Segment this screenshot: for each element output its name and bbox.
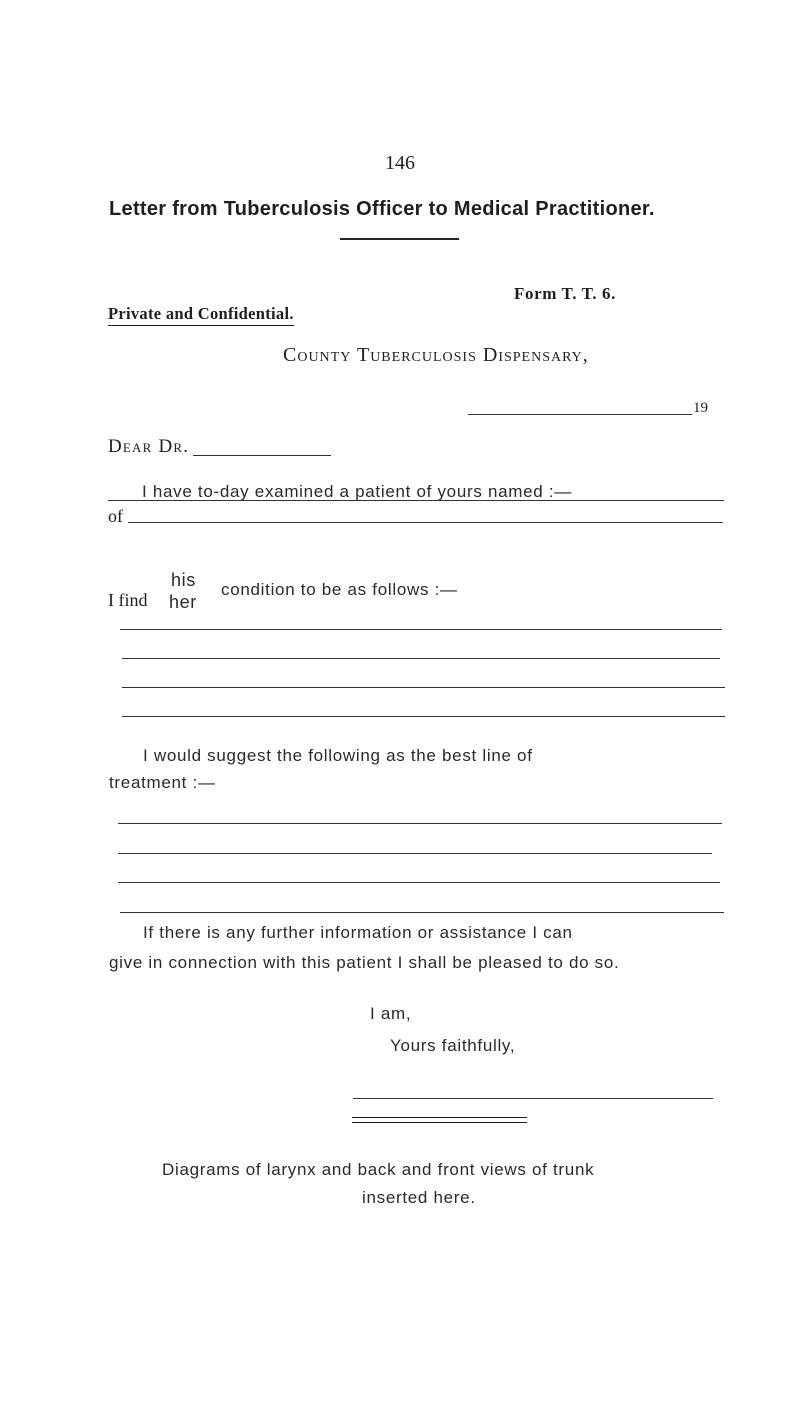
i-find-text: I find	[108, 590, 148, 610]
signature-double-rule-top	[352, 1117, 527, 1118]
condition-line-3	[122, 687, 725, 688]
condition-line-1	[120, 629, 722, 630]
signature-double-rule-bottom	[352, 1122, 527, 1123]
further-info-line1: If there is any further information or assistance I can	[143, 923, 573, 942]
further-info-line2: give in connection with this patient I shall be pleased to do so.	[109, 953, 620, 972]
treatment-line-3	[118, 882, 720, 883]
condition-line-4	[122, 716, 725, 717]
form-code: Form T. T. 6.	[514, 284, 616, 303]
pronoun-his: his	[171, 570, 196, 590]
treatment-line-2	[118, 853, 712, 854]
year-suffix: 19	[693, 400, 708, 416]
closing-yours-faithfully: Yours faithfully,	[390, 1036, 516, 1055]
treatment-line-4	[120, 912, 724, 913]
title-underline-rule	[340, 238, 459, 240]
document-title: Letter from Tuberculosis Officer to Medical Practitioner.	[109, 198, 655, 220]
pronoun-her: her	[169, 592, 197, 612]
condition-line-2	[122, 658, 720, 659]
page-number: 146	[385, 152, 415, 174]
private-confidential-label: Private and Confidential.	[108, 304, 294, 326]
closing-i-am: I am,	[370, 1004, 412, 1023]
salutation: Dear Dr.	[108, 436, 190, 457]
of-label: of	[108, 506, 123, 526]
doctor-name-line	[193, 455, 331, 456]
examined-sentence: I have to-day examined a patient of yours named :—	[142, 482, 573, 501]
suggest-sentence-line1: I would suggest the following as the best line of	[143, 746, 533, 765]
diagrams-note-line2: inserted here.	[362, 1188, 476, 1207]
treatment-line-1	[118, 823, 722, 824]
suggest-sentence-line2: treatment :—	[109, 773, 216, 792]
dispensary-heading: County Tuberculosis Dispensary,	[283, 344, 589, 366]
date-line	[468, 414, 692, 415]
diagrams-note-line1: Diagrams of larynx and back and front views of trunk	[162, 1160, 595, 1179]
patient-name-line	[108, 500, 724, 501]
signature-line	[353, 1098, 713, 1099]
address-line	[128, 522, 723, 523]
condition-sentence: condition to be as follows :—	[221, 580, 458, 599]
